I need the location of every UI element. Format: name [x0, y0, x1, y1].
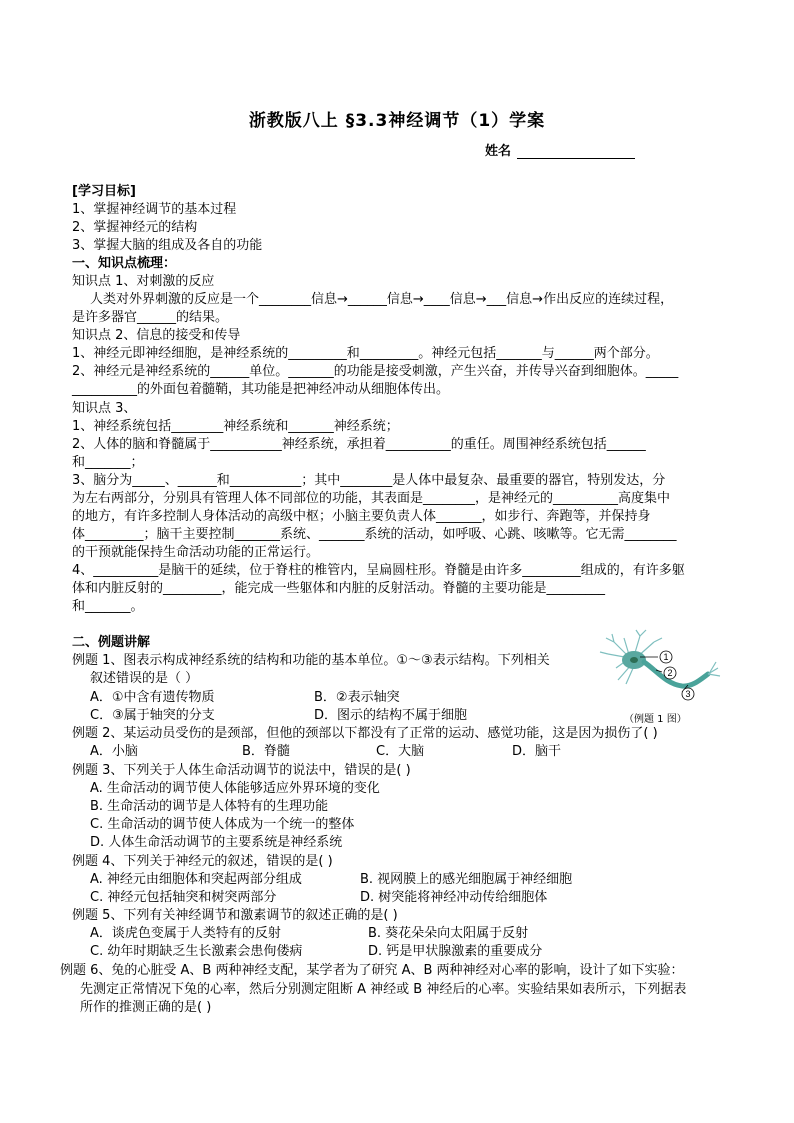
ex2-option-d: D．脑干: [512, 744, 562, 759]
ex4-stem: 例题 4、下列关于神经元的叙述，错误的是( ): [72, 854, 333, 869]
name-field[interactable]: [485, 140, 635, 159]
name-label: 姓名: [485, 144, 512, 159]
ex2-option-c: C．大脑: [376, 744, 425, 759]
ex3-option-b: B. 生命活动的调节是人体特有的生理功能: [90, 799, 329, 814]
ex1-option-d: D．图示的结构不属于细胞: [314, 708, 468, 723]
ex1-option-c: C．③属于轴突的分支: [90, 708, 215, 723]
ex4-option-c: C. 神经元包括轴突和树突两部分: [90, 890, 277, 905]
kp3-line: 的地方，有许多控制人身体活动的高级中枢；小脑主要负责人体_______，如步行、奔跑等，并保持身: [72, 509, 651, 524]
kp1-line: 是许多器官______的结果。: [72, 310, 229, 325]
kp3-title: 知识点 3、: [72, 401, 137, 416]
objective-item: 1、掌握神经调节的基本过程: [72, 202, 237, 217]
kp1-title: 知识点 1、对刺激的反应: [72, 274, 215, 289]
kp3-line: 和_______；: [72, 455, 144, 470]
kp2-line: __________的外面包着髓鞘，其功能是把神经冲动从细胞体传出。: [72, 382, 450, 397]
section2-header: 二、例题讲解: [72, 635, 151, 650]
ex3-option-d: D. 人体生命活动调节的主要系统是神经系统: [90, 835, 343, 850]
ex6-stem: 例题 6、兔的心脏受 A、B 两种神经支配，某学者为了研究 A、B 两种神经对心率的影响，设计了如下实验：: [60, 963, 684, 978]
ex1-option-a: A．①中含有遗传物质: [90, 690, 215, 705]
figure-caption: （例题 1 图）: [624, 714, 687, 725]
kp3-line: 的干预就能保持生命活动功能的正常运行。: [72, 545, 320, 560]
page-title: 浙教版八上 §3.3神经调节（1）学案: [248, 111, 546, 131]
ex1-stem: 叙述错误的是（ ）: [90, 671, 199, 686]
kp3-line: 3、脑分为_____、______和___________；其中________是人体中最复杂、最重要的器官，特别发达，分: [72, 473, 666, 488]
kp1-line: 人类对外界刺激的反应是一个________信息→______信息→____信息→___信息→作出反应的连续过程，: [90, 292, 674, 307]
ex2-option-b: B．脊髓: [242, 744, 290, 759]
ex5-option-b: B. 葵花朵朵向太阳属于反射: [368, 926, 529, 941]
name-blank[interactable]: [517, 144, 635, 159]
ex2-option-a: A．小脑: [90, 744, 138, 759]
objective-item: 2、掌握神经元的结构: [72, 220, 198, 235]
ex2-stem: 例题 2、某运动员受伤的是颈部，但他的颈部以下都没有了正常的运动、感觉功能，这是因为损伤了( ): [72, 726, 658, 741]
kp3-line: 为左右两部分，分别具有管理人体不同部位的功能，其表面是________，是神经元的__________高度集中: [72, 491, 671, 506]
kp2-line: 2、神经元是神经系统的______单位。_______的功能是接受刺激，产生兴奋，并传导兴奋到细胞体。_____: [72, 364, 679, 379]
ex6-stem: 先测定正常情况下兔的心率，然后分别测定阻断 A 神经或 B 神经后的心率。实验结果如表所示，下列据表: [80, 982, 687, 997]
ex5-option-a: A．谈虎色变属于人类特有的反射: [90, 926, 281, 941]
ex5-stem: 例题 5、下列有关神经调节和激素调节的叙述正确的是( ): [72, 908, 398, 923]
kp3-line: 体和内脏反射的_________，能完成一些躯体和内脏的反射活动。脊髓的主要功能是_________: [72, 581, 606, 596]
ex3-option-a: A. 生命活动的调节使人体能够适应外界环境的变化: [90, 781, 380, 796]
ex5-option-d: D. 钙是甲状腺激素的重要成分: [368, 944, 543, 959]
ex4-option-b: B. 视网膜上的感光细胞属于神经细胞: [360, 872, 573, 887]
ex6-stem: 所作的推测正确的是( ): [80, 1000, 212, 1015]
ex3-stem: 例题 3、下列关于人体生命活动调节的说法中，错误的是( ): [72, 763, 411, 778]
section1-header: 一、知识点梳理：: [72, 256, 177, 271]
kp3-line: 2、人体的脑和脊髓属于___________神经系统，承担着__________的重任。周围神经系统包括______: [72, 437, 646, 452]
kp3-line: 1、神经系统包括________神经系统和_______神经系统；: [72, 419, 399, 434]
kp3-line: 和_______。: [72, 599, 144, 614]
objective-item: 3、掌握大脑的组成及各自的功能: [72, 238, 263, 253]
label-2-text: 2: [667, 668, 673, 678]
ex1-option-b: B．②表示轴突: [314, 690, 400, 705]
ex4-option-a: A. 神经元由细胞体和突起两部分组成: [90, 872, 302, 887]
kp3-line: 体_________；脑干主要控制_______系统、_______系统的活动，如呼吸、心跳、咳嗽等。它无需________: [72, 527, 677, 542]
kp2-title: 知识点 2、信息的接受和传导: [72, 328, 241, 343]
ex1-stem: 例题 1、图表示构成神经系统的结构和功能的基本单位。①～③表示结构。下列相关: [72, 653, 550, 668]
ex5-option-c: C. 幼年时期缺乏生长激素会患佝偻病: [90, 944, 303, 959]
kp2-line: 1、神经元即神经细胞，是神经系统的_________和_________。神经元包括_______与______两个部分。: [72, 346, 659, 361]
ex3-option-c: C. 生命活动的调节使人体成为一个统一的整体: [90, 817, 355, 832]
ex4-option-d: D. 树突能将神经冲动传给细胞体: [360, 890, 548, 905]
label-1-text: 1: [663, 652, 669, 662]
kp3-line: 4、__________是脑干的延续，位于脊柱的椎管内，呈扁圆柱形。脊髓是由许多_________组成的，有许多躯: [72, 563, 685, 578]
objectives-header: [学习目标]: [72, 184, 136, 199]
label-3-text: 3: [685, 689, 691, 699]
